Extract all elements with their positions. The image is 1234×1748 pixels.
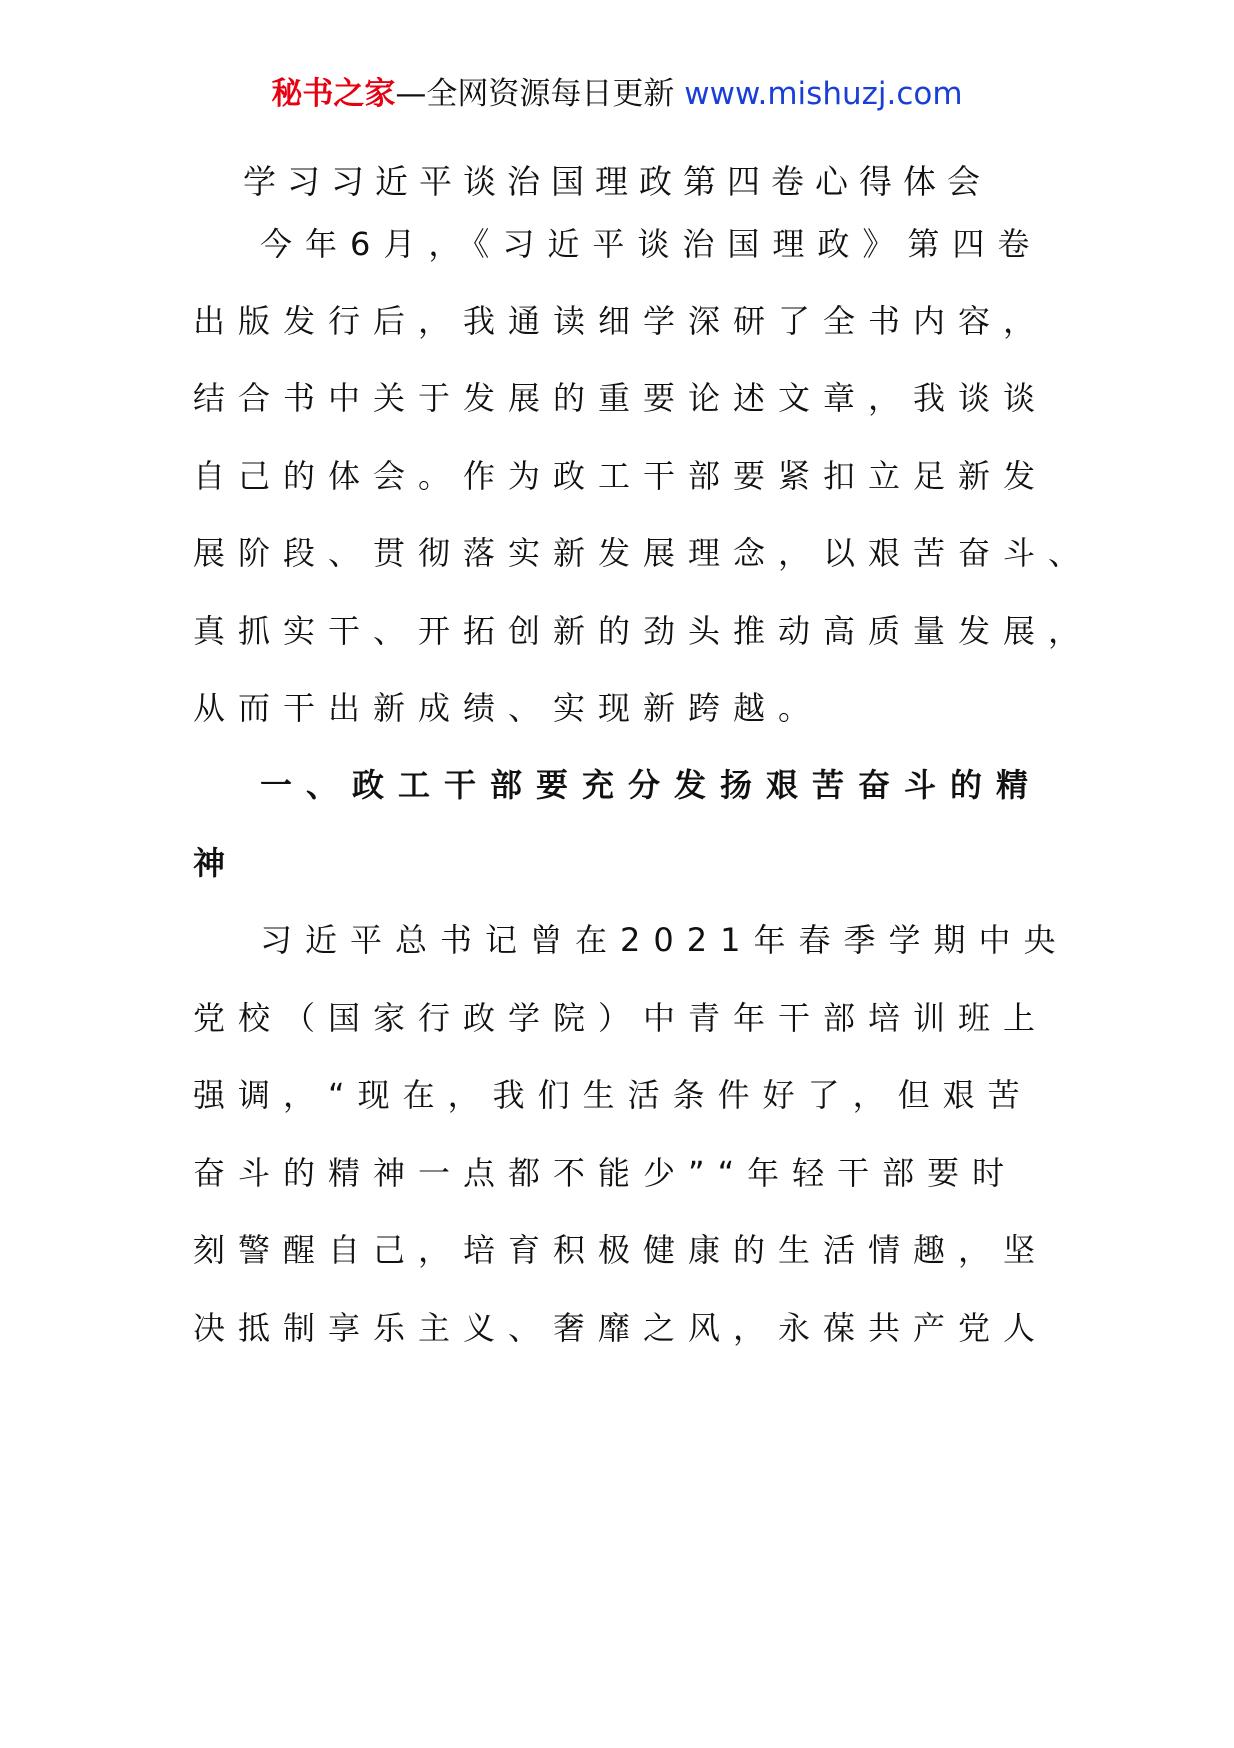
document-title: 学习习近平谈治国理政第四卷心得体会 — [243, 162, 991, 201]
section-heading-1-line-1: 一、政工干部要充分发扬艰苦奋斗的精 — [260, 766, 1043, 804]
site-slogan: —全网资源每日更新 — [395, 76, 675, 112]
paragraph-1-line-5: 展阶段、贯彻落实新发展理念，以艰苦奋斗、 — [193, 534, 1094, 572]
paragraph-2-line-3: 强调，“现在，我们生活条件好了，但艰苦 — [193, 1076, 1033, 1114]
paragraph-2-line-5: 刻警醒自己，培育积极健康的生活情趣，坚 — [193, 1231, 1049, 1269]
site-url-link[interactable]: www.mishuzj.com — [684, 76, 963, 112]
paragraph-1-line-7: 从而干出新成绩、实现新跨越。 — [193, 689, 824, 727]
paragraph-1-line-2: 出版发行后，我通读细学深研了全书内容， — [193, 302, 1049, 340]
paragraph-2-line-4: 奋斗的精神一点都不能少”“年轻干部要时 — [193, 1154, 1018, 1192]
site-header — [0, 72, 1234, 116]
paragraph-2-line-6: 决抵制享乐主义、奢靡之风，永葆共产党人 — [193, 1309, 1049, 1347]
paragraph-1-line-6: 真抓实干、开拓创新的劲头推动高质量发展， — [193, 612, 1094, 650]
paragraph-1-line-3: 结合书中关于发展的重要论述文章，我谈谈 — [193, 379, 1049, 417]
paragraph-1-line-1: 今年6月，《习近平谈治国理政》第四卷 — [260, 225, 1043, 263]
paragraph-2-line-1: 习近平总书记曾在2021年春季学期中央 — [260, 921, 1069, 959]
paragraph-2-line-2: 党校（国家行政学院）中青年干部培训班上 — [193, 999, 1049, 1037]
section-heading-1-line-2: 神 — [193, 844, 240, 882]
paragraph-1-line-4: 自己的体会。作为政工干部要紧扣立足新发 — [193, 457, 1049, 495]
site-brand: 秘书之家 — [271, 76, 396, 112]
